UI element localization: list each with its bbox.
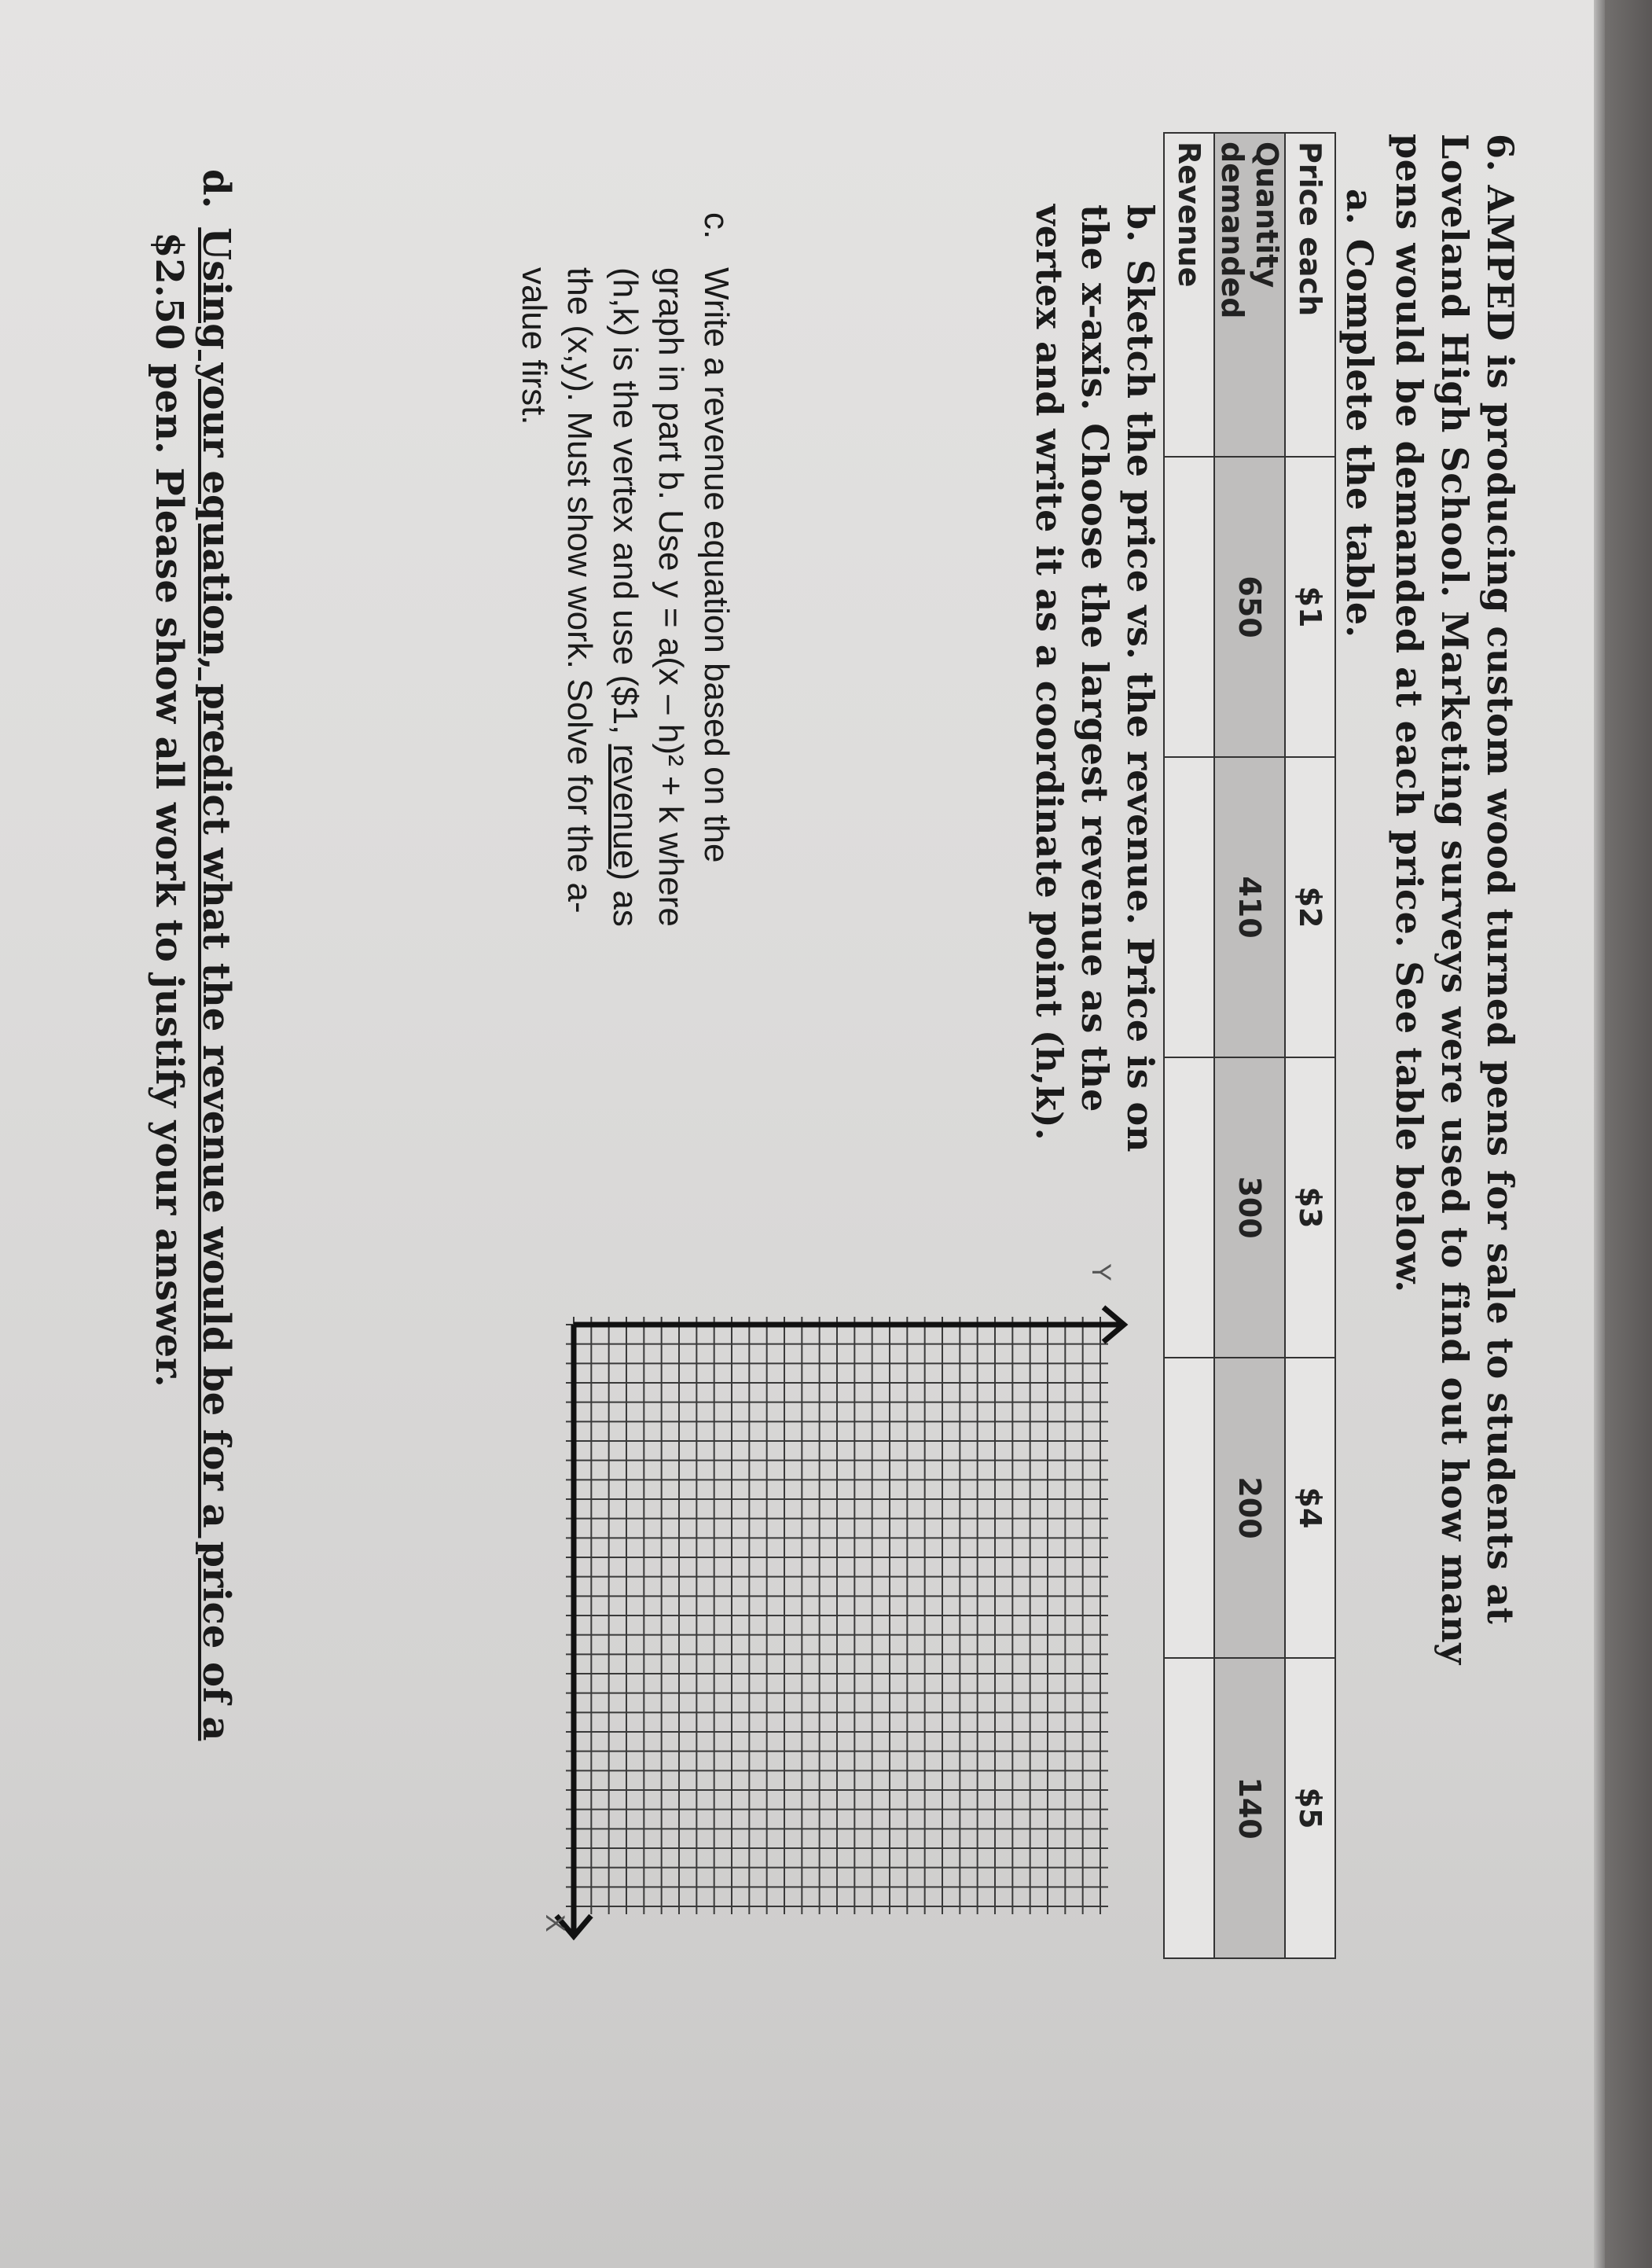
price-quantity-table [1163,132,1336,1959]
y-axis-label: Y [1086,1263,1116,1281]
table-row-price [1285,133,1335,1958]
price-cell: $2 [1285,757,1335,1057]
quantity-header: Quantity demanded [1214,133,1285,457]
revenue-cell-empty[interactable] [1164,457,1214,757]
price-cell: $3 [1285,1057,1335,1358]
quantity-cell: 300 [1214,1057,1285,1358]
part-c-line: Write a revenue equation based on the [697,267,736,863]
revenue-cell-empty[interactable] [1164,1658,1214,1958]
revenue-cell-empty[interactable] [1164,1057,1214,1358]
revenue-cell-empty[interactable] [1164,1358,1214,1658]
price-header: Price each [1285,133,1335,457]
part-c-text: (h,k) is the vertex and use ($1, [606,267,644,744]
grid-svg [519,1293,1132,1946]
part-c-line-vertex [602,212,648,1030]
paper-edge [1594,0,1605,2268]
worksheet-page [79,31,1572,2217]
revenue-header: Revenue [1164,133,1214,457]
table-row-quantity [1214,133,1285,1958]
part-a [1338,189,1381,638]
part-d-line: $2.50 pen. Please show all work to justify your answer. [147,232,191,1388]
part-d-line: Using your equation, predict what the revenue would be for a price of a [194,227,238,1741]
quantity-cell: 410 [1214,757,1285,1057]
part-d [145,169,240,2056]
part-d-letter: d. [194,169,238,209]
part-b [1026,204,1163,1187]
part-c-line: graph in part b. Use y = a(x – h)² + k where [652,267,690,927]
part-c-line: value first. [515,267,553,425]
part-a-letter: a. [1338,189,1381,225]
part-c-underlined-revenue: revenue [606,744,644,869]
x-axis-label: X [540,1914,570,1932]
quantity-cell: 200 [1214,1358,1285,1658]
blank-graph-grid [519,1263,1132,1946]
part-c [511,212,739,1030]
quantity-cell: 650 [1214,457,1285,757]
table-row-revenue [1164,133,1214,1958]
part-b-letter: b. [1119,204,1162,243]
quantity-cell: 140 [1214,1658,1285,1958]
part-c-line: the (x,y). Must show work. Solve for the a- [560,267,599,913]
problem-statement: 6. AMPED is producing custom wood turned pens for sale to students at Loveland High School. Marketing surveys were used to find out how many pens would be demanded at each price. See table below. [1388,134,1522,1665]
price-cell: $4 [1285,1358,1335,1658]
price-cell: $5 [1285,1658,1335,1958]
part-b-text: Sketch the price vs. the revenue. Price is on the x-axis. Choose the largest revenue as the vertex and write it as a coordinate point (h,k). [1028,204,1162,1152]
part-c-letter: c. [697,212,736,240]
part-c-text: ) as [606,869,644,927]
price-cell: $1 [1285,457,1335,757]
part-a-text: Complete the table. [1338,238,1381,638]
revenue-cell-empty[interactable] [1164,757,1214,1057]
